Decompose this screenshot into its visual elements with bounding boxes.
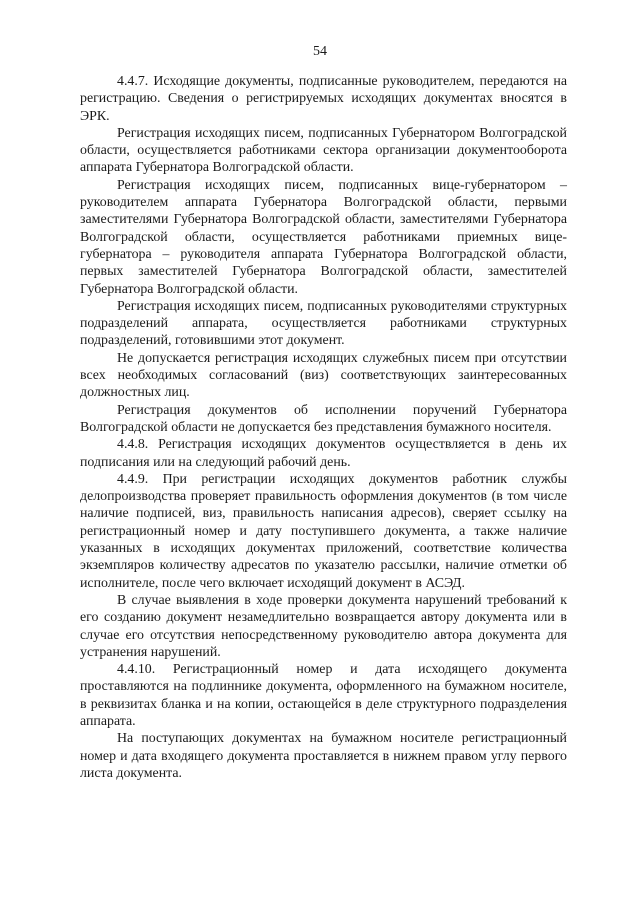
paragraph-governor-letters: Регистрация исходящих писем, подписанных Губернатором Волгоградской области, осуществляется работниками сектора организации документооборота аппарата Губернатора Волгоградской области. xyxy=(80,125,567,176)
page-number: 54 xyxy=(313,44,327,59)
paragraph-approvals-required: Не допускается регистрация исходящих служебных писем при отсутствии всех необходимых согласований (виз) соответствующих заинтересованных должностных лиц. xyxy=(80,350,567,401)
document-body xyxy=(80,73,567,782)
paragraph-4-4-8: 4.4.8. Регистрация исходящих документов осуществляется в день их подписания или на следующий рабочий день. xyxy=(80,437,567,470)
paragraph-paper-carrier-required: Регистрация документов об исполнении поручений Губернатора Волгоградской области не допускается без представления бумажного носителя. xyxy=(80,402,567,435)
paragraph-4-4-7: 4.4.7. Исходящие документы, подписанные руководителем, передаются на регистрацию. Сведения о регистрируемых исходящих документах вносятся в ЭРК. xyxy=(80,74,567,124)
paragraph-division-letters: Регистрация исходящих писем, подписанных руководителями структурных подразделений аппарата, осуществляется работниками структурных подразделений, готовившими этот документ. xyxy=(80,298,567,349)
paragraph-4-4-10: 4.4.10. Регистрационный номер и дата исходящего документа проставляются на подлиннике документа, оформленного на бумажном носителе, в реквизитах бланка и на копии, остающейся в деле структурного подразделения аппарата. xyxy=(80,662,567,729)
paragraph-incoming-documents: На поступающих документах на бумажном носителе регистрационный номер и дата входящего документа проставляется в нижнем правом углу первого листа документа. xyxy=(80,731,567,781)
paragraph-violations: В случае выявления в ходе проверки документа нарушений требований к его созданию документ незамедлительно возвращается автору документа или в случае его отсутствия непосредственному руководителю автора документа для устранения нарушений. xyxy=(80,592,567,660)
paragraph-4-4-9: 4.4.9. При регистрации исходящих документов работник службы делопроизводства проверяет правильность оформления документов (в том числе наличие подписей, виз, правильность написания адресов), сверяет ссылку на регистрационный номер и дату поступившего документа, а также наличие указанных в исходящих документах приложений, соответствие количества экземпляров количеству адресатов по указателю рассылки, наличие отметки об исполнителе, после чего включает исходящий документ в АСЭД. xyxy=(80,471,567,591)
paragraph-vice-governor-letters: Регистрация исходящих писем, подписанных вице-губернатором – руководителем аппарата Губернатора Волгоградской области, первыми заместителями Губернатора Волгоградской области, заместителями Губернатора Волгоградской области, осуществляется работниками приемных вице-губернатора – руководителя аппарата Губернатора Волгоградской области, первых заместителей Губернатора Волгоградской области, заместителей Губернатора Волгоградской области. xyxy=(80,177,567,297)
